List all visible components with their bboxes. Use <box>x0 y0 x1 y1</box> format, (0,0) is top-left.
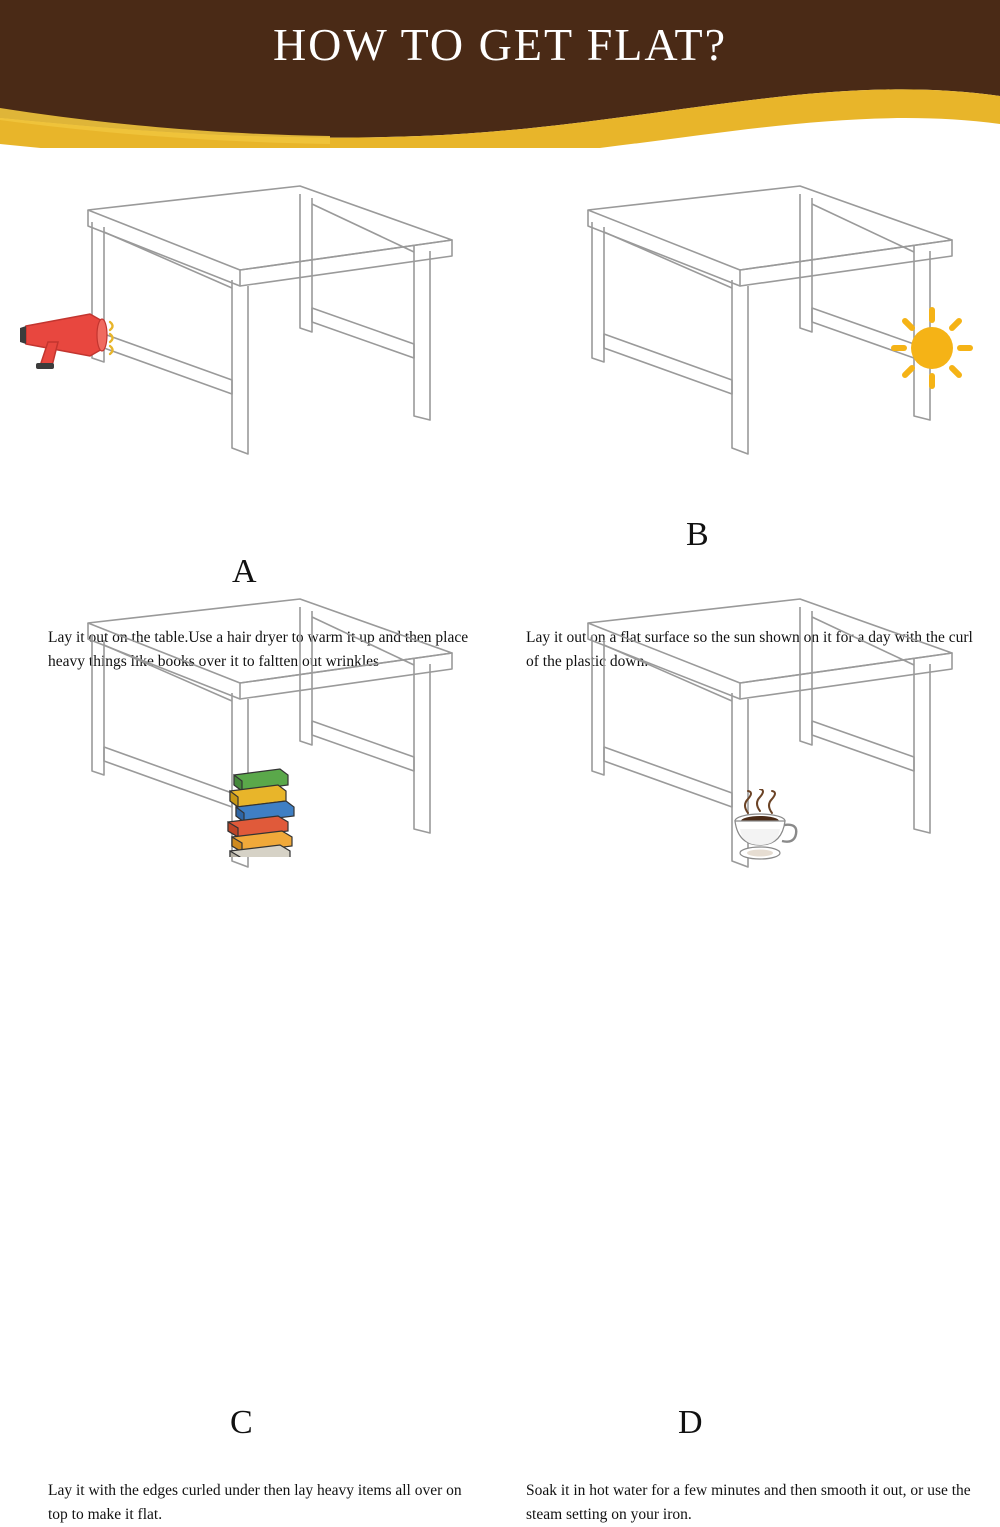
panel-c <box>0 561 500 1524</box>
panel-b <box>500 148 1000 671</box>
sun-icon <box>882 296 982 396</box>
coffee-cup-icon <box>718 789 808 869</box>
panel-a <box>0 148 500 671</box>
instruction-panels <box>0 148 1000 1524</box>
panel-d-letter: D <box>678 1404 703 1441</box>
panel-b-letter: B <box>686 516 709 553</box>
panel-c-letter: C <box>230 1404 253 1441</box>
panel-b-caption: Lay it out on a flat surface so the sun shown on it for a day with the curl of the plastic down. <box>526 629 973 671</box>
panel-d <box>500 561 1000 1524</box>
panel-c-caption: Lay it with the edges curled under then lay heavy items all over on top to make it flat. <box>48 1482 462 1524</box>
stack-of-books-icon <box>218 757 308 857</box>
panel-d-caption: Soak it in hot water for a few minutes and then smooth it out, or use the steam setting on your iron. <box>526 1482 971 1524</box>
hair-dryer-icon <box>18 308 128 378</box>
panel-a-caption: Lay it out on the table.Use a hair dryer to warm it up and then place heavy things like books over it to faltten out wrinkles <box>48 629 469 671</box>
page-header <box>0 0 1000 148</box>
table-illustration <box>0 148 500 458</box>
page-title: HOW TO GET FLAT? <box>272 19 728 70</box>
panel-a-letter: A <box>232 553 257 590</box>
